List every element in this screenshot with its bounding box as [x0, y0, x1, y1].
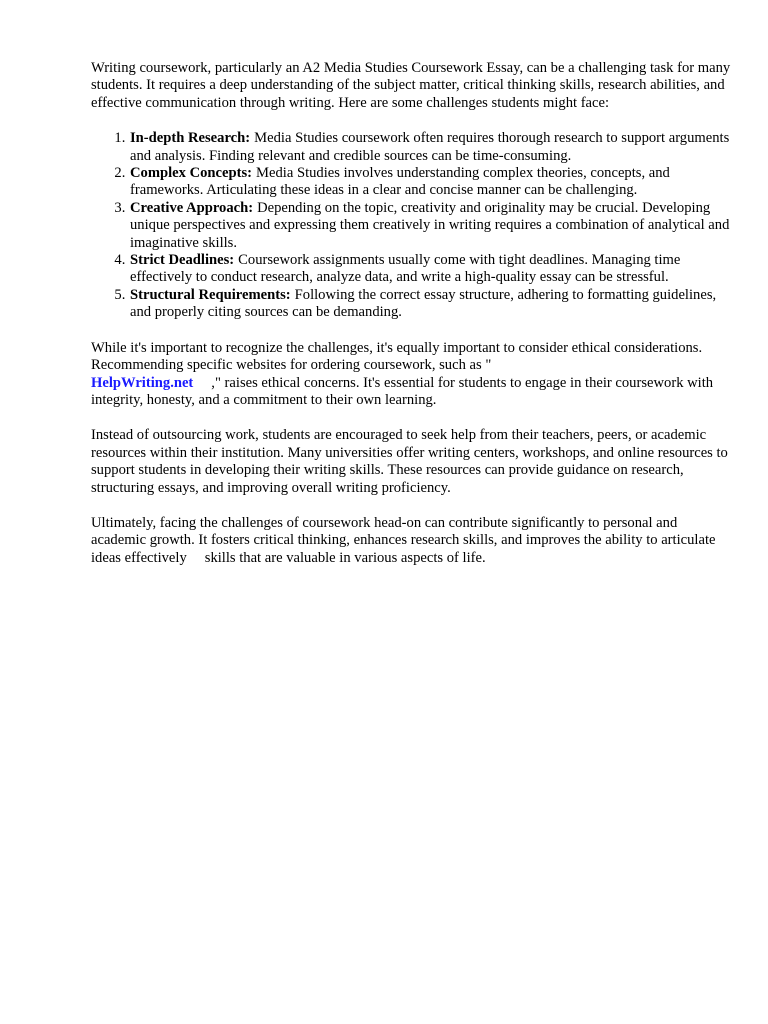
list-item-term: Structural Requirements: [130, 286, 291, 303]
list-item-text: Following the correct essay structure, adhering to formatting guidelines, and properly citing sources can be demanding. [130, 286, 717, 321]
list-item [129, 165, 731, 200]
conclusion-paragraph [91, 515, 731, 567]
ethics-text-after: ," raises ethical concerns. It's essential for students to engage in their coursework with integrity, honesty, and a commitment to their own learning. [91, 374, 714, 408]
list-item-term: Complex Concepts: [130, 165, 253, 182]
challenges-list [91, 130, 731, 321]
conclusion-text-after: skills that are valuable in various aspects of life. [204, 549, 486, 566]
helpwriting-link[interactable]: HelpWriting.net [91, 374, 194, 391]
alternatives-paragraph: Instead of outsourcing work, students are encouraged to seek help from their teachers, peers, or academic resources within their institution. Many universities offer writing centers, workshops, and online resources to support students in developing their writing skills. These resources can provide guidance on research, structuring essays, and improving overall writing proficiency. [91, 427, 728, 496]
list-item-term: Creative Approach: [130, 199, 254, 216]
intro-paragraph: Writing coursework, particularly an A2 Media Studies Coursework Essay, can be a challenging task for many students. It requires a deep understanding of the subject matter, critical thinking skills, research abilities, and effective communication through writing. Here are some challenges students might face: [91, 60, 731, 111]
list-item-term: In-depth Research: [130, 130, 251, 147]
ethics-paragraph [91, 340, 731, 410]
list-item-term: Strict Deadlines: [130, 252, 235, 269]
list-item [129, 252, 731, 287]
list-item-text: Media Studies coursework often requires thorough research to support arguments and analysis. Finding relevant and credible sources can be time-consuming. [130, 130, 730, 164]
list-item [129, 200, 731, 252]
list-item-text: Depending on the topic, creativity and originality may be crucial. Developing unique perspectives and expressing them creatively in writing requires a combination of analytical and imaginative skills. [130, 199, 730, 251]
list-item [129, 130, 731, 165]
ethics-text-before: While it's important to recognize the challenges, it's equally important to consider ethical considerations. Recommending specific websites for ordering coursework, such as " [91, 339, 703, 374]
list-item-text: Media Studies involves understanding complex theories, concepts, and frameworks. Articulating these ideas in a clear and concise manner can be challenging. [130, 165, 670, 199]
list-item [129, 287, 731, 322]
conclusion-text-before: Ultimately, facing the challenges of coursework head-on can contribute significantly to personal and academic growth. It fosters critical thinking, enhances research skills, and improves the ability to articulate ideas effectively [91, 514, 716, 566]
document-body [91, 60, 731, 585]
list-item-text: Coursework assignments usually come with tight deadlines. Managing time effectively to conduct research, analyze data, and write a high-quality essay can be stressful. [130, 252, 681, 286]
